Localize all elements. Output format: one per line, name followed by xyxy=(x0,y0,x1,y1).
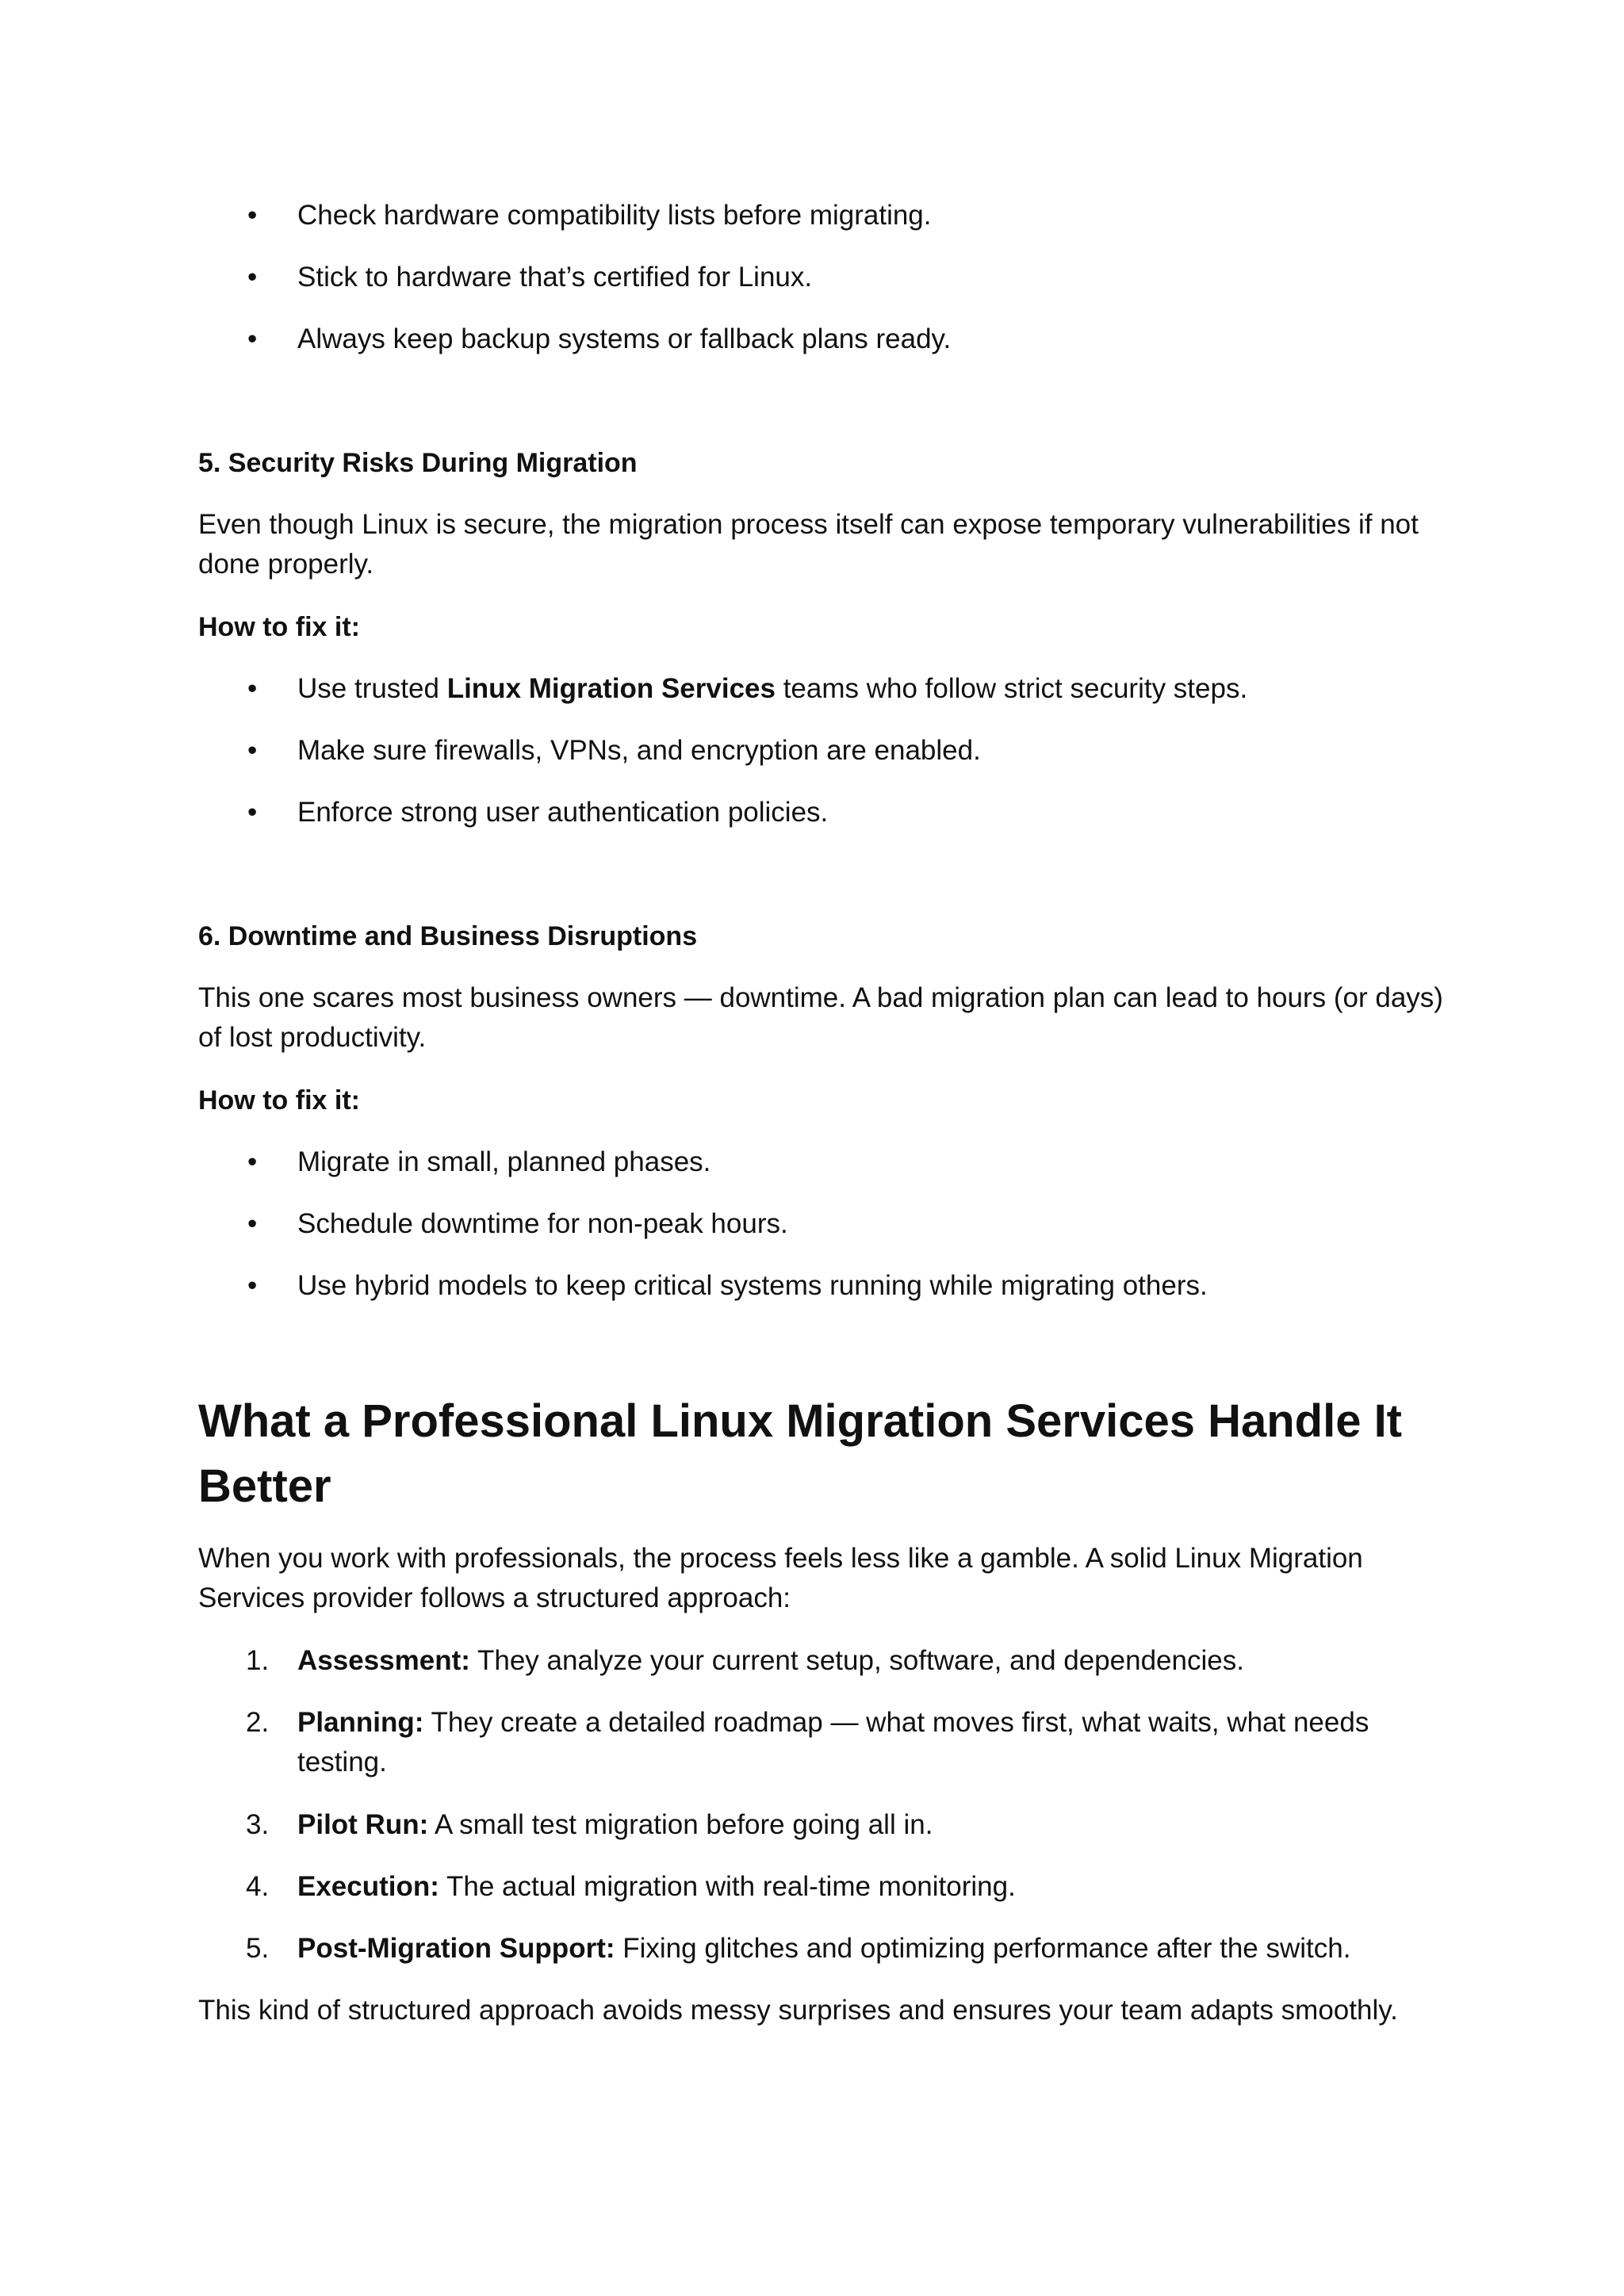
list-item: Assessment: They analyze your current setup, software, and dependencies. xyxy=(297,1645,1244,1676)
bullet-icon: • xyxy=(247,1208,258,1239)
step-number: 4. xyxy=(246,1871,270,1902)
bullet-icon: • xyxy=(247,1146,258,1177)
bullet-icon: • xyxy=(247,673,258,704)
fix-label: How to fix it: xyxy=(198,612,360,642)
bullet-icon: • xyxy=(247,1270,258,1301)
section-heading: 6. Downtime and Business Disruptions xyxy=(198,921,698,951)
section-body: When you work with professionals, the process feels less like a gamble. A solid Linux Migration Services provider follows a structured approach: xyxy=(198,1543,1363,1613)
list-item: Use trusted Linux Migration Services teams who follow strict security steps. xyxy=(297,673,1248,704)
list-item: Enforce strong user authentication policies. xyxy=(297,797,829,828)
list-item: Post-Migration Support: Fixing glitches and optimizing performance after the switch. xyxy=(297,1933,1351,1964)
bullet-icon: • xyxy=(247,735,258,766)
step-number: 2. xyxy=(246,1707,270,1738)
page-title: What a Professional Linux Migration Services Handle It Better xyxy=(198,1395,1402,1512)
bullet-icon: • xyxy=(247,262,258,293)
list-item: Make sure firewalls, VPNs, and encryption are enabled. xyxy=(297,735,981,766)
list-item: Execution: The actual migration with real-time monitoring. xyxy=(297,1871,1016,1902)
section-body: This one scares most business owners — downtime. A bad migration plan can lead to hours (or days) of lost productivity. xyxy=(198,982,1443,1053)
bullet-icon: • xyxy=(247,200,258,231)
step-number: 3. xyxy=(246,1809,270,1840)
list-item: Stick to hardware that’s certified for Linux. xyxy=(297,262,813,293)
list-item: Migrate in small, planned phases. xyxy=(297,1146,711,1177)
list-item: Pilot Run: A small test migration before going all in. xyxy=(297,1809,933,1840)
list-item: Planning: They create a detailed roadmap — what moves first, what waits, what needs testing. xyxy=(297,1707,1369,1777)
step-number: 1. xyxy=(246,1645,270,1676)
list-item: Use hybrid models to keep critical systems running while migrating others. xyxy=(297,1270,1208,1301)
list-item: Schedule downtime for non-peak hours. xyxy=(297,1208,788,1239)
list-item: Always keep backup systems or fallback plans ready. xyxy=(297,323,952,354)
fix-label: How to fix it: xyxy=(198,1085,360,1115)
closing-paragraph: This kind of structured approach avoids messy surprises and ensures your team adapts smoothly. xyxy=(198,1995,1398,2026)
bullet-icon: • xyxy=(247,323,258,354)
bullet-icon: • xyxy=(247,797,258,828)
section-body: Even though Linux is secure, the migration process itself can expose temporary vulnerabilities if not done properly. xyxy=(198,509,1419,580)
section-heading: 5. Security Risks During Migration xyxy=(198,448,638,478)
list-item: Check hardware compatibility lists before migrating. xyxy=(297,200,932,231)
step-number: 5. xyxy=(246,1933,270,1964)
